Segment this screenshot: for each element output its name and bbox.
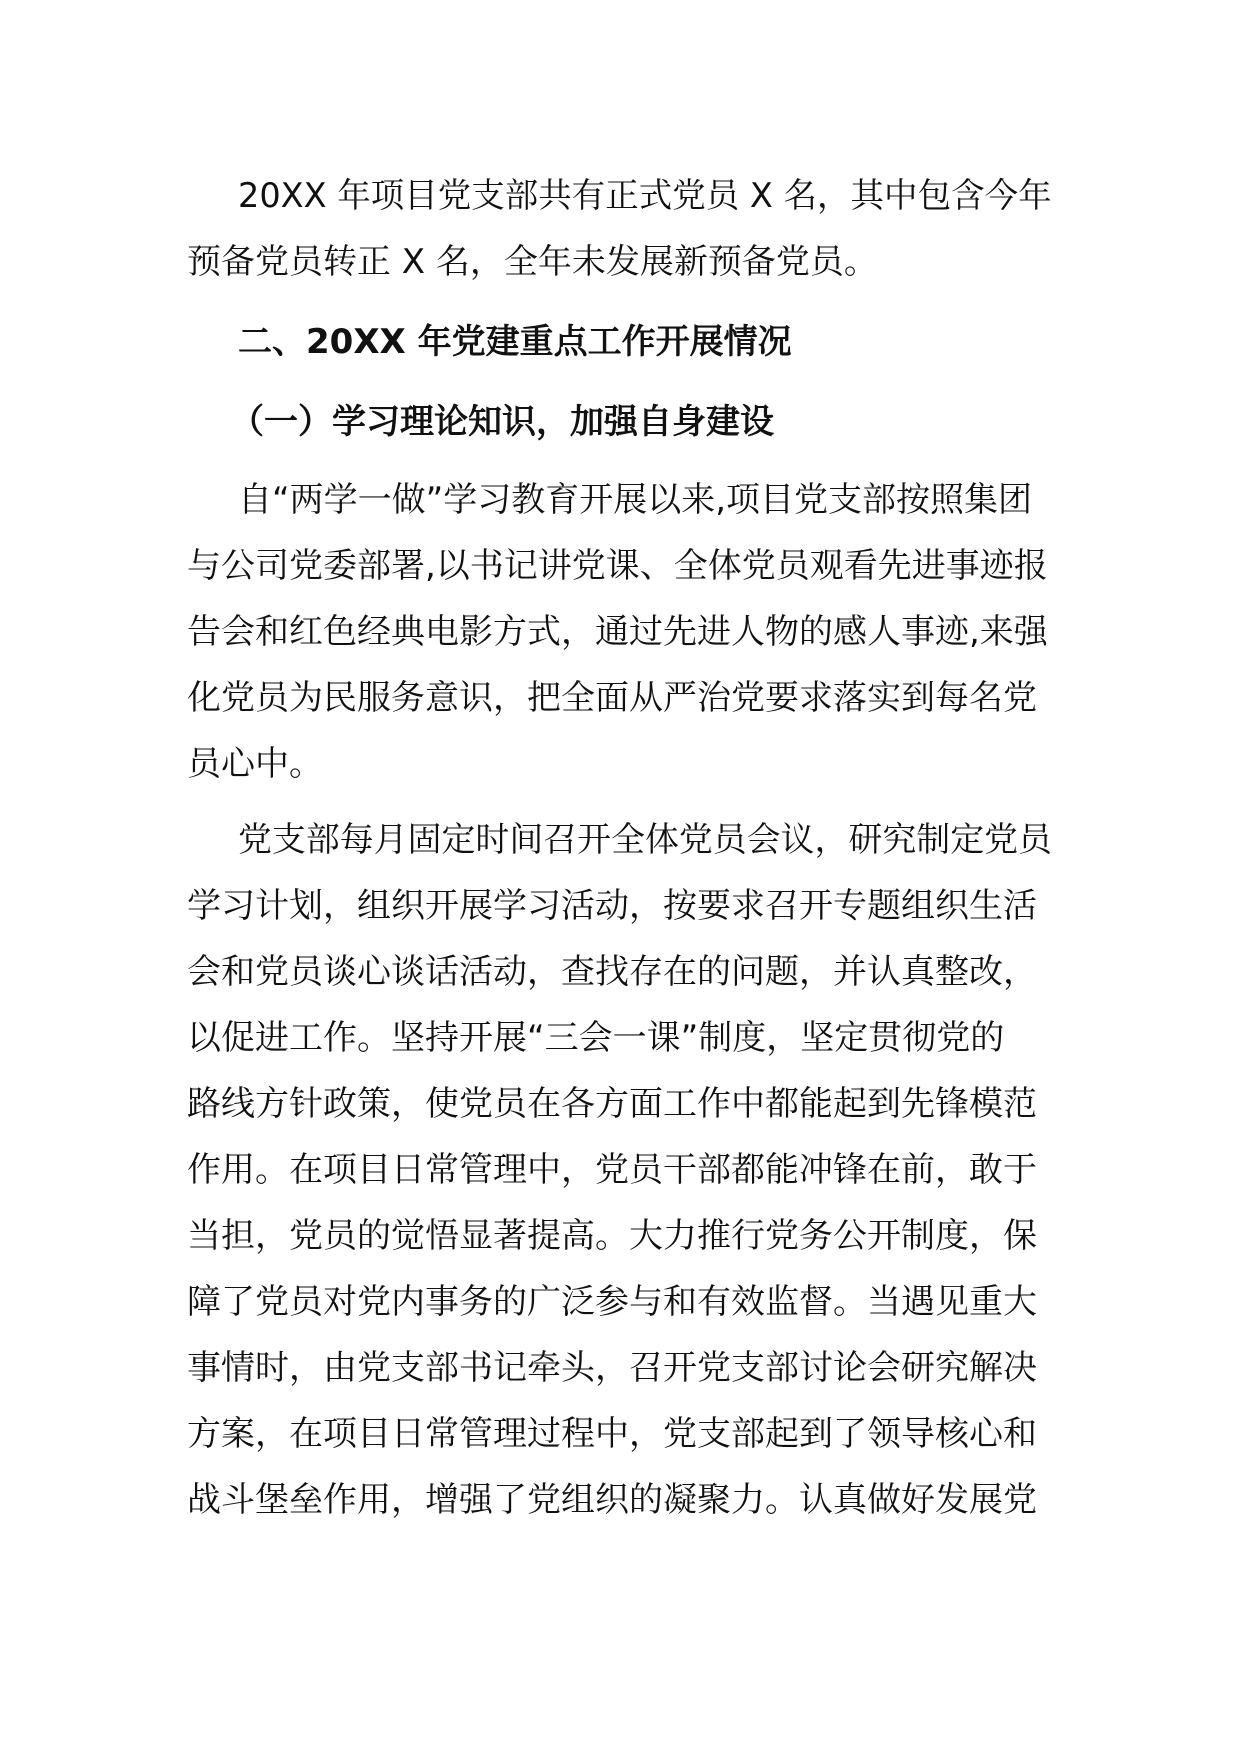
para2-line-5: 员心中。 bbox=[187, 744, 323, 784]
section-heading: 二、20XX 年党建重点工作开展情况 bbox=[238, 322, 792, 362]
para3-line-1: 党支部每月固定时间召开全体党员会议，研究制定党员 bbox=[238, 820, 1052, 860]
para3-line-4: 以促进工作。坚持开展“三会一课”制度，坚定贯彻党的 bbox=[187, 1018, 1005, 1058]
para3-line-9: 事情时，由党支部书记牵头，召开党支部讨论会研究解决 bbox=[187, 1348, 1037, 1388]
para2-line-3: 告会和红色经典电影方式，通过先进人物的感人事迹,来强 bbox=[187, 612, 1048, 652]
subsection-heading: （一）学习理论知识，加强自身建设 bbox=[230, 402, 774, 442]
para1-line-1: 20XX 年项目党支部共有正式党员 X 名，其中包含今年 bbox=[238, 176, 1052, 216]
para3-line-2: 学习计划，组织开展学习活动，按要求召开专题组织生活 bbox=[187, 886, 1037, 926]
para2-line-4: 化党员为民服务意识，把全面从严治党要求落实到每名党 bbox=[187, 678, 1037, 718]
para3-line-8: 障了党员对党内事务的广泛参与和有效监督。当遇见重大 bbox=[187, 1282, 1037, 1322]
para2-line-2: 与公司党委部署,以书记讲党课、全体党员观看先进事迹报 bbox=[187, 546, 1048, 586]
para3-line-11: 战斗堡垒作用，增强了党组织的凝聚力。认真做好发展党 bbox=[187, 1480, 1037, 1520]
para3-line-3: 会和党员谈心谈话活动，查找存在的问题，并认真整改， bbox=[187, 952, 1037, 992]
para3-line-7: 当担，党员的觉悟显著提高。大力推行党务公开制度，保 bbox=[187, 1216, 1037, 1256]
para2-line-1: 自“两学一做”学习教育开展以来,项目党支部按照集团 bbox=[238, 480, 1033, 520]
para3-line-6: 作用。在项目日常管理中，党员干部都能冲锋在前，敢于 bbox=[187, 1150, 1037, 1190]
para3-line-10: 方案，在项目日常管理过程中，党支部起到了领导核心和 bbox=[187, 1414, 1037, 1454]
para1-line-2: 预备党员转正 X 名，全年未发展新预备党员。 bbox=[187, 242, 878, 282]
para3-line-5: 路线方针政策，使党员在各方面工作中都能起到先锋模范 bbox=[187, 1084, 1037, 1124]
